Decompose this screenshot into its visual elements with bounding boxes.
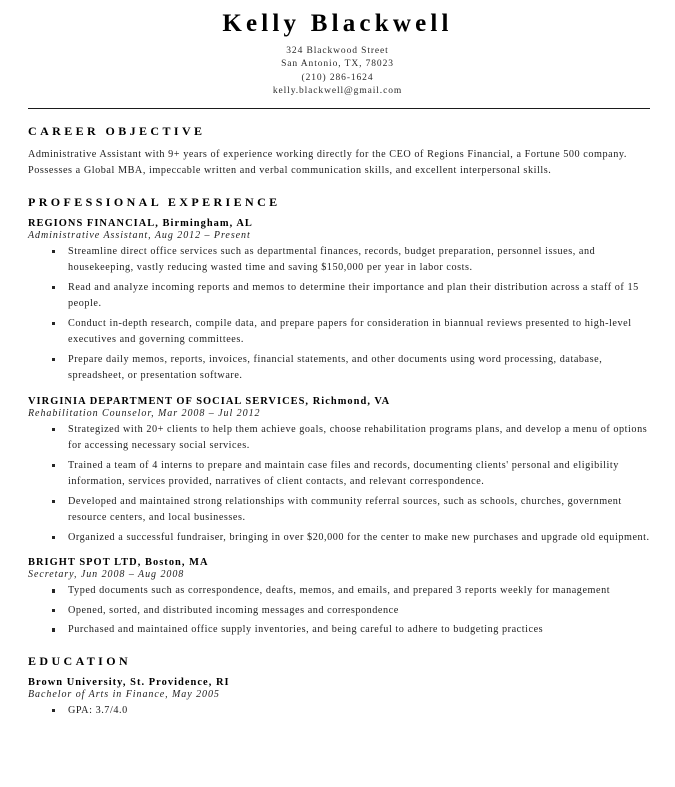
list-item <box>28 583 650 600</box>
bullet-icon <box>52 286 55 289</box>
bullet-text: Conduct in-depth research, compile data, and prepare papers for consideration in biannual reviews presented to high-level executives and governing committees. <box>68 317 632 346</box>
contact-phone: (210) 286-1624 <box>301 72 374 83</box>
contact-email: kelly.blackwell@gmail.com <box>272 86 403 97</box>
list-item <box>28 316 650 349</box>
list-item <box>28 280 650 313</box>
bullet-text: Prepare daily memos, reports, invoices, financial statements, and other documents using word processing, database, spreadsheet, or presentation software. <box>68 353 603 382</box>
job-bullet-list <box>28 583 650 639</box>
bullet-icon <box>52 628 55 631</box>
job-title: Secretary, Jun 2008 – Aug 2008 <box>28 569 185 581</box>
contact-city-state-zip: San Antonio, TX, 78023 <box>281 59 394 70</box>
list-item <box>28 622 650 639</box>
bullet-icon <box>52 464 55 467</box>
list-item <box>28 703 650 720</box>
contact-block <box>0 45 675 99</box>
bullet-text: GPA: 3.7/4.0 <box>68 705 128 716</box>
bullet-icon <box>52 250 55 253</box>
list-item <box>28 603 650 620</box>
list-item <box>28 352 650 385</box>
job-entry <box>28 218 650 385</box>
education-school: Brown University, St. Providence, RI <box>28 677 230 688</box>
resume-header <box>0 0 675 99</box>
list-item <box>28 494 650 527</box>
header-divider <box>28 108 650 109</box>
career-objective-text: Administrative Assistant with 9+ years of experience working directly for the CEO of Regions Financial, a Fortune 500 company. Possesses a Global MBA, impeccable written and verbal communication skills, and excellent interpersonal skills. <box>28 148 627 177</box>
bullet-icon <box>52 536 55 539</box>
bullet-text: Streamline direct office services such as departmental finances, records, budget preparation, personnel issues, and housekeeping, vastly reducing wasted time and saving $150,000 per year in labor costs. <box>68 245 596 274</box>
section-title-career-objective: CAREER OBJECTIVE <box>28 123 206 138</box>
bullet-text: Purchased and maintained office supply inventories, and being careful to adhere to budgeting practices <box>68 624 544 636</box>
bullet-icon <box>52 358 55 361</box>
bullet-text: Organized a successful fundraiser, bringing in over $20,000 for the center to make new purchases and upgrade old equipment. <box>68 531 650 543</box>
section-education <box>28 654 650 720</box>
bullet-text: Developed and maintained strong relationships with community referral sources, such as schools, churches, government resource centers, and local businesses. <box>68 495 622 524</box>
section-title-education: EDUCATION <box>28 654 132 668</box>
bullet-text: Trained a team of 4 interns to prepare and maintain case files and records, documenting clients' personal and eligibility information, services provided, narratives of client contacts, and relevant correspondence. <box>68 459 619 488</box>
section-career-objective <box>28 124 650 180</box>
job-company: VIRGINIA DEPARTMENT OF SOCIAL SERVICES, Richmond, VA <box>28 395 391 407</box>
bullet-text: Strategized with 20+ clients to help them achieve goals, choose rehabilitation programs plans, and develop a menu of options for accessing necessary social services. <box>68 423 648 452</box>
job-entry <box>28 557 650 639</box>
job-bullet-list <box>28 422 650 547</box>
job-entry <box>28 396 650 547</box>
list-item <box>28 530 650 547</box>
bullet-icon <box>52 709 55 712</box>
section-title-professional-experience: PROFESSIONAL EXPERIENCE <box>28 194 281 209</box>
education-degree: Bachelor of Arts in Finance, May 2005 <box>28 689 220 700</box>
bullet-text: Opened, sorted, and distributed incoming messages and correspondence <box>68 604 399 616</box>
contact-street: 324 Blackwood Street <box>286 45 389 56</box>
list-item <box>28 458 650 491</box>
bullet-icon <box>52 589 55 592</box>
bullet-text: Typed documents such as correspondence, deafts, memos, and emails, and prepared 3 reports weekly for management <box>68 585 611 597</box>
bullet-text: Read and analyze incoming reports and memos to determine their importance and plan their distribution across a staff of 15 people. <box>68 281 639 310</box>
education-entry <box>28 677 650 720</box>
bullet-icon <box>52 428 55 431</box>
job-company: REGIONS FINANCIAL, Birmingham, AL <box>28 217 253 229</box>
list-item <box>28 244 650 277</box>
section-professional-experience <box>28 195 650 639</box>
bullet-icon <box>52 322 55 325</box>
candidate-name: Kelly Blackwell <box>222 10 453 37</box>
resume-body <box>0 124 675 720</box>
list-item <box>28 422 650 455</box>
bullet-icon <box>52 609 55 612</box>
job-bullet-list <box>28 244 650 385</box>
job-company: BRIGHT SPOT LTD, Boston, MA <box>28 557 209 569</box>
job-title: Rehabilitation Counselor, Mar 2008 – Jul 2012 <box>28 407 261 419</box>
education-bullet-list <box>28 703 650 720</box>
job-title: Administrative Assistant, Aug 2012 – Present <box>28 229 251 241</box>
bullet-icon <box>52 500 55 503</box>
